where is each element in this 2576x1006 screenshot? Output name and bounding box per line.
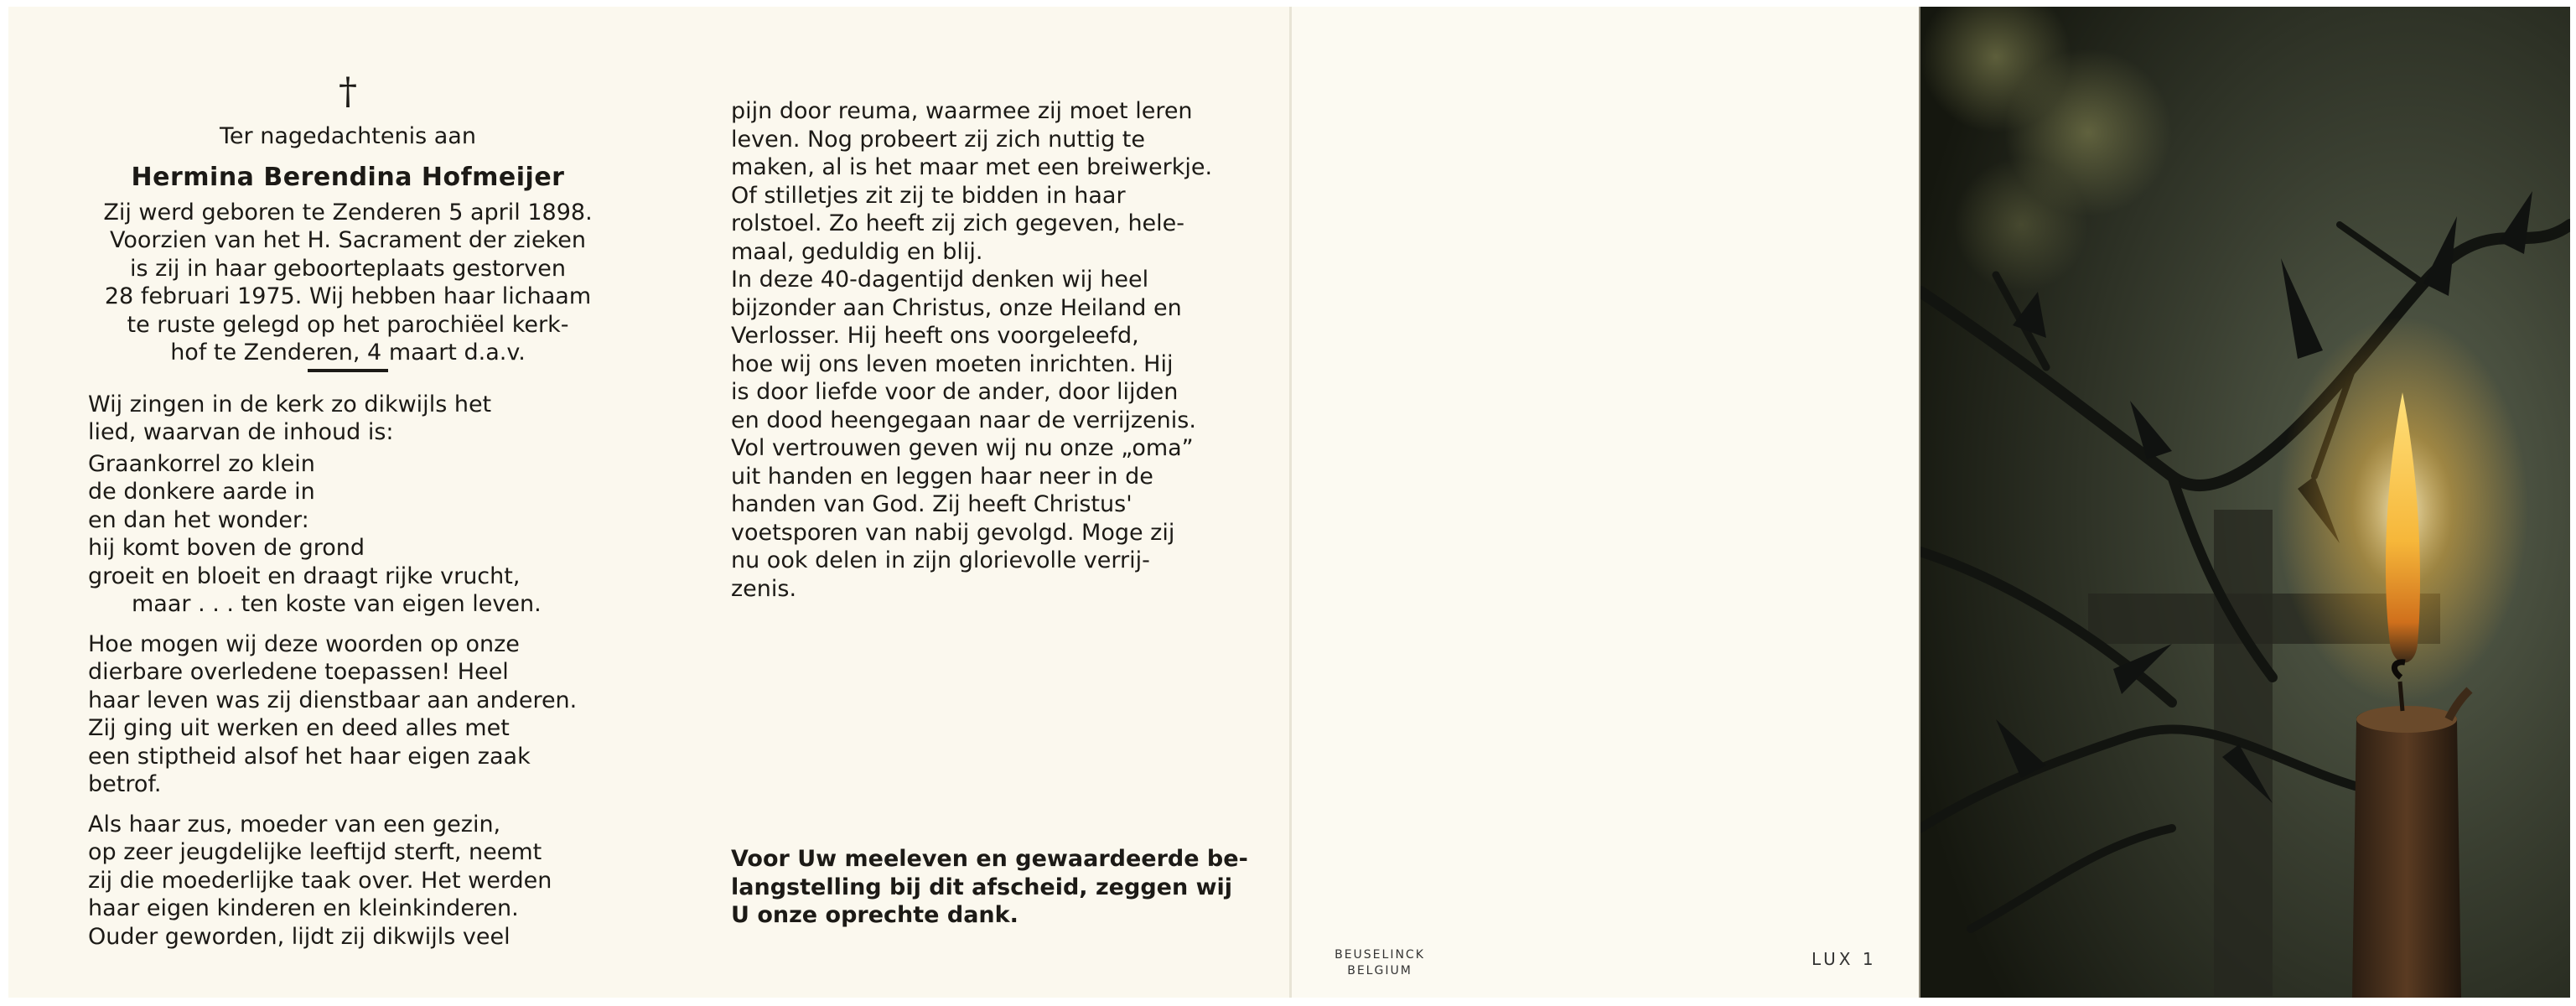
paragraph-line: Als haar zus, moeder van een gezin, (88, 811, 501, 837)
paragraph-line: Ouder geworden, lijdt zij dikwijls veel (88, 923, 511, 950)
candle-thorns-illustration (1920, 7, 2570, 998)
memorial-card-blank-panel (1292, 7, 1920, 998)
song-intro (88, 391, 608, 447)
body-line: maal, geduldig en blij. (731, 238, 983, 265)
paragraph-line: dierbare overledene toepassen! Heel (88, 659, 509, 685)
paragraph-line: Zij ging uit werken en deed alles met (88, 715, 510, 741)
body-line: Vol vertrouwen geven wij nu onze „oma” (731, 435, 1194, 461)
body-line: handen van God. Zij heeft Christus' (731, 491, 1133, 517)
body-line: hoe wij ons leven moeten inrichten. Hij (731, 350, 1174, 377)
candle-photo (1920, 7, 2570, 998)
paragraph-line: Hoe mogen wij deze woorden op onze (88, 630, 520, 657)
publisher-country: BELGIUM (1347, 964, 1412, 977)
paragraph-3 (88, 811, 608, 952)
body-line: Of stilletjes zit zij te bidden in haar (731, 182, 1126, 209)
body-line: is door liefde voor de ander, door lijden (731, 379, 1179, 405)
body-line: zenis. (731, 575, 797, 602)
paragraph-line: haar eigen kinderen en kleinkinderen. (88, 895, 519, 921)
song-intro-line: Wij zingen in de kerk zo dikwijls het (88, 391, 492, 417)
poem-line: Graankorrel zo klein (88, 450, 315, 477)
paragraph-line: een stiptheid alsof het haar eigen zaak (88, 743, 531, 770)
body-line: uit handen en leggen haar neer in de (731, 463, 1153, 490)
poem-line: en dan het wonder: (88, 506, 309, 533)
memorial-card-middle-panel (662, 7, 1289, 998)
bio-line: Voorzien van het H. Sacrament der zieken (109, 227, 587, 253)
bio-line: 28 februari 1975. Wij hebben haar lichaam (104, 283, 592, 309)
poem-line: hij komt boven de grond (88, 535, 365, 561)
thanks-line: langstelling bij dit afscheid, zeggen wij (731, 874, 1233, 900)
bio-block (88, 199, 608, 367)
poem-line: groeit en bloeit en draagt rijke vrucht, (88, 563, 521, 589)
paragraph-2 (88, 630, 608, 799)
deceased-name: Hermina Berendina Hofmeijer (131, 162, 565, 192)
thanks-line: U onze oprechte dank. (731, 902, 1018, 928)
paragraph-line: betrof. (88, 771, 162, 797)
memorial-card-left-panel (8, 7, 662, 998)
intro-text: Ter nagedachtenis aan (220, 123, 476, 149)
body-line: leven. Nog probeert zij zich nuttig te (731, 126, 1146, 153)
bio-line: is zij in haar geboorteplaats gestorven (130, 255, 566, 282)
body-line: rolstoel. Zo heeft zij zich gegeven, hele- (731, 210, 1185, 236)
body-line: nu ook delen in zijn glorievolle verrij- (731, 547, 1150, 573)
publisher-imprint (1334, 947, 1426, 979)
body-line: maken, al is het maar met een breiwerkje. (731, 154, 1213, 180)
poem (88, 450, 608, 619)
body-text (731, 97, 1234, 603)
poem-line: maar . . . ten koste van eigen leven. (132, 591, 542, 617)
body-line: Verlosser. Hij heeft ons voorgeleefd, (731, 323, 1139, 349)
paragraph-line: zij die moederlijke taak over. Het werden (88, 867, 552, 894)
body-line: pijn door reuma, waarmee zij moet leren (731, 98, 1193, 124)
bio-line: hof te Zenderen, 4 maart d.a.v. (170, 340, 526, 366)
body-line: en dood heengegaan naar de verrijzenis. (731, 407, 1196, 433)
cross-icon: † (339, 70, 357, 113)
body-line: In deze 40-dagentijd denken wij heel (731, 267, 1149, 293)
body-line: voetsporen van nabij gevolgd. Moge zij (731, 519, 1175, 546)
divider (308, 369, 388, 372)
thanks-text (731, 845, 1248, 930)
paragraph-line: haar leven was zij dienstbaar aan anderen. (88, 687, 578, 713)
publisher-name: BEUSELINCK (1335, 948, 1425, 962)
body-line: bijzonder aan Christus, onze Heiland en (731, 294, 1182, 321)
thanks-line: Voor Uw meeleven en gewaardeerde be- (731, 846, 1248, 872)
paragraph-line: op zeer jeugdelijke leeftijd sterft, neemt (88, 839, 542, 865)
poem-line: de donkere aarde in (88, 479, 315, 505)
series-code: LUX 1 (1811, 949, 1877, 969)
bio-line: te ruste gelegd op het parochiëel kerk- (127, 311, 569, 338)
bio-line: Zij werd geboren te Zenderen 5 april 1898. (103, 199, 593, 226)
song-intro-line: lied, waarvan de inhoud is: (88, 419, 394, 445)
